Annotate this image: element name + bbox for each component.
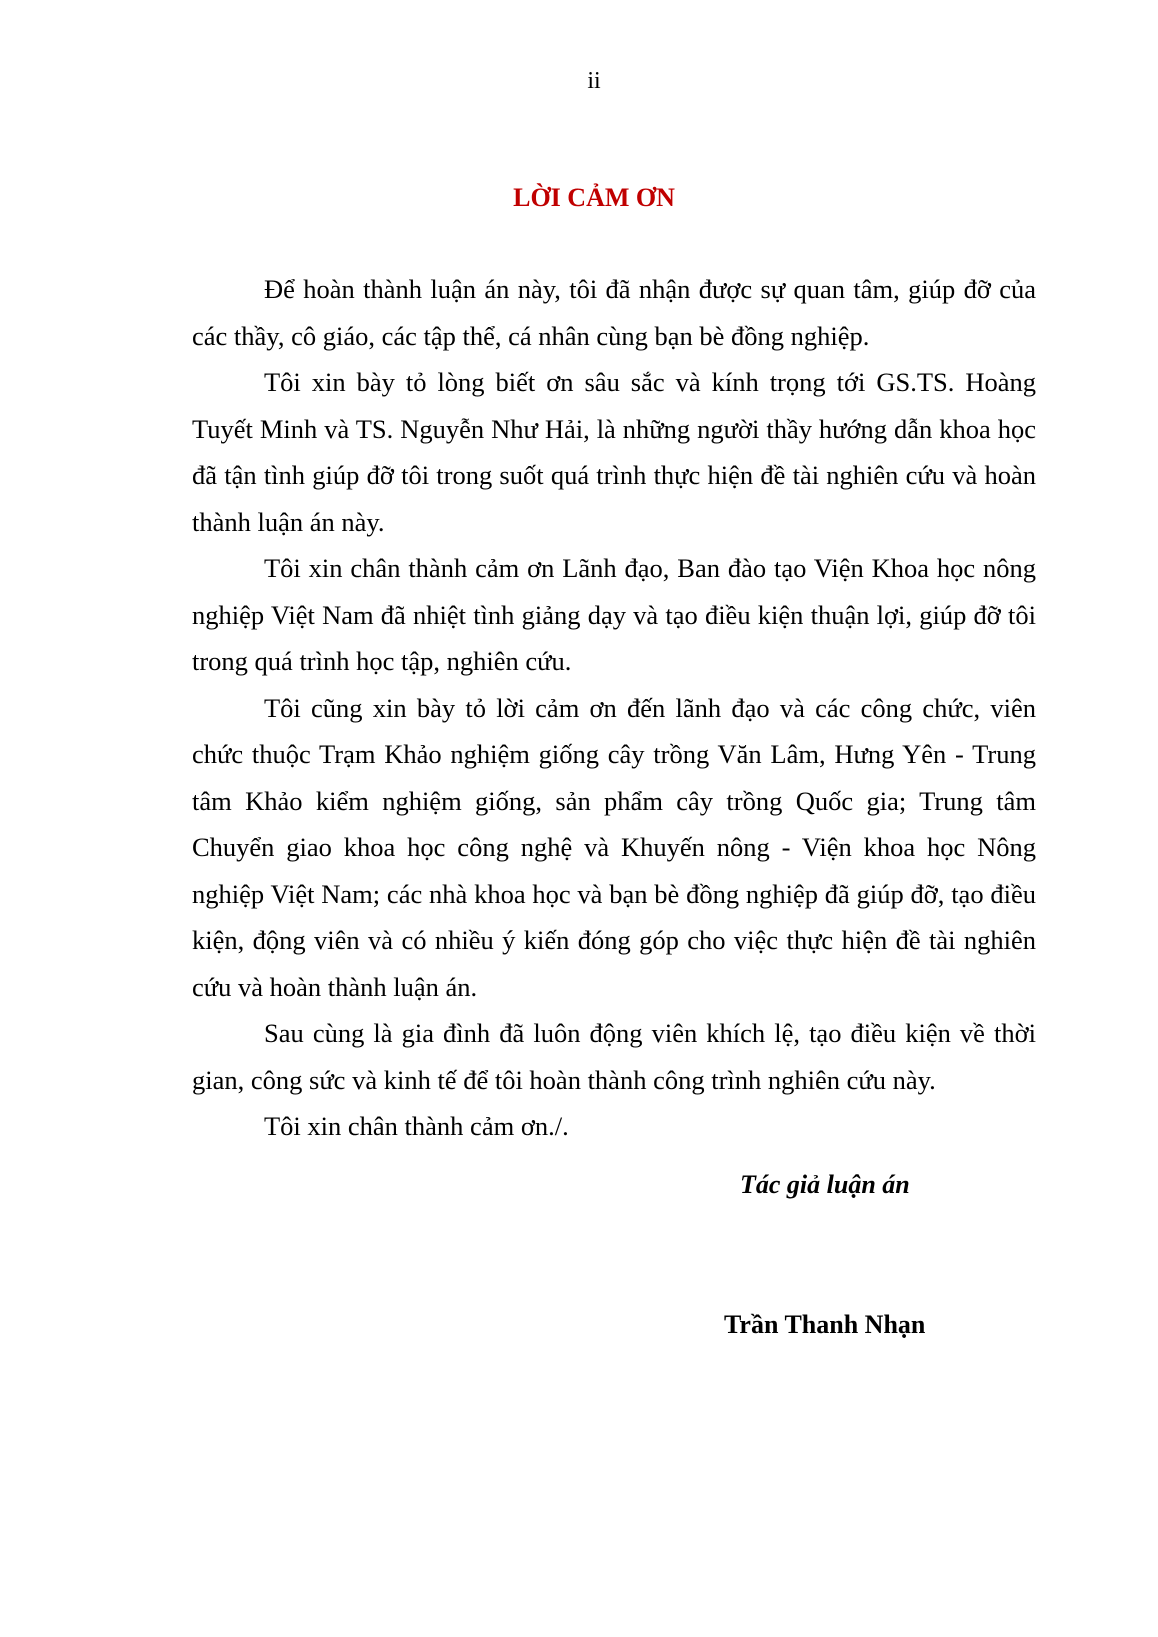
paragraph: Tôi xin chân thành cảm ơn./. bbox=[264, 1111, 569, 1141]
page-title: LỜI CẢM ƠN bbox=[513, 183, 675, 212]
page-number: ii bbox=[587, 68, 601, 94]
signature-role: Tác giả luận án bbox=[740, 1170, 910, 1199]
signature-name: Trần Thanh Nhạn bbox=[724, 1310, 926, 1339]
paragraph: Tôi xin bày tỏ lòng biết ơn sâu sắc và kính trọng tới GS.TS. Hoàng Tuyết Minh và TS. Nguyễn Như Hải, là những người thầy hướng dẫn khoa học đã tận tình giúp đỡ tôi trong suốt quá trình thực hiện đề tài nghiên cứu và hoàn thành luận án này. bbox=[192, 367, 1036, 537]
paragraph: Tôi cũng xin bày tỏ lời cảm ơn đến lãnh đạo và các công chức, viên chức thuộc Trạm Khảo nghiệm giống cây trồng Văn Lâm, Hưng Yên - Trung tâm Khảo kiểm nghiệm giống, sản phẩm cây trồng Quốc gia; Trung tâm Chuyển giao khoa học công nghệ và Khuyến nông - Viện khoa học Nông nghiệp Việt Nam; các nhà khoa học và bạn bè đồng nghiệp đã giúp đỡ, tạo điều kiện, động viên và có nhiều ý kiến đóng góp cho việc thực hiện đề tài nghiên cứu và hoàn thành luận án. bbox=[192, 692, 1036, 1002]
paragraph: Sau cùng là gia đình đã luôn động viên khích lệ, tạo điều kiện về thời gian, công sức và kinh tế để tôi hoàn thành công trình nghiên cứu này. bbox=[192, 1018, 1036, 1095]
paragraph: Để hoàn thành luận án này, tôi đã nhận được sự quan tâm, giúp đỡ của các thầy, cô giáo, các tập thể, cá nhân cùng bạn bè đồng nghiệp. bbox=[192, 274, 1036, 351]
acknowledgement-body bbox=[192, 266, 1036, 1150]
paragraph: Tôi xin chân thành cảm ơn Lãnh đạo, Ban đào tạo Viện Khoa học nông nghiệp Việt Nam đã nhiệt tình giảng dạy và tạo điều kiện thuận lợi, giúp đỡ tôi trong quá trình học tập, nghiên cứu. bbox=[192, 553, 1036, 676]
